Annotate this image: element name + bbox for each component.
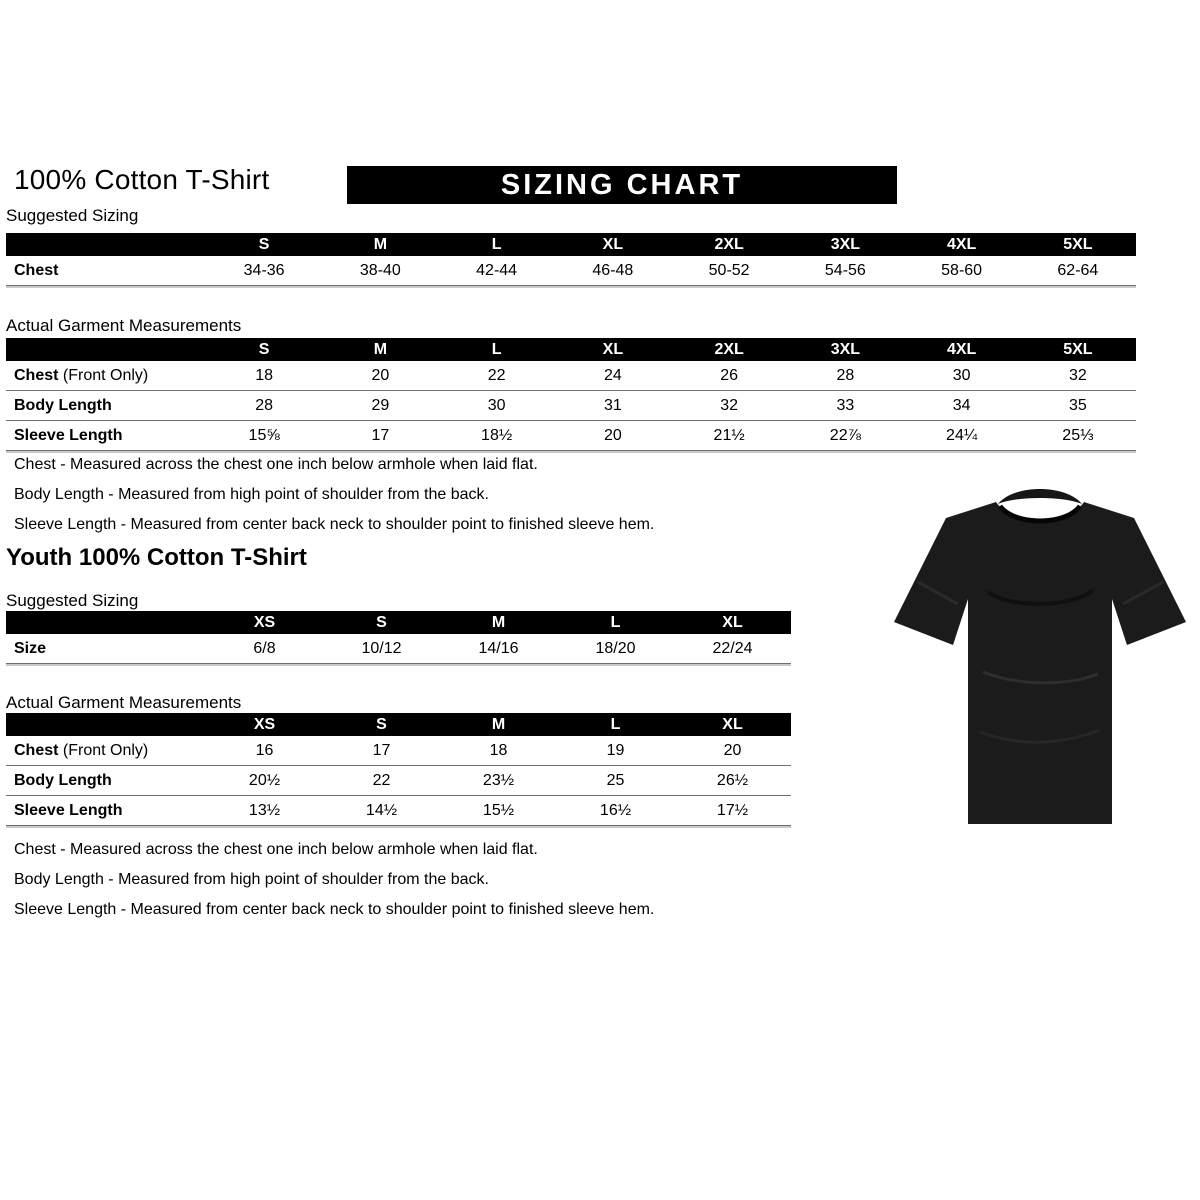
table-row bbox=[6, 796, 791, 826]
size-column-header: 5XL bbox=[1063, 340, 1093, 358]
measurement-value: 16½ bbox=[599, 801, 632, 819]
size-column-header: S bbox=[258, 340, 270, 358]
measurement-value: 38-40 bbox=[359, 261, 401, 279]
row-label: Chest bbox=[14, 261, 59, 279]
table-row bbox=[6, 766, 791, 796]
measurement-value: 22⅞ bbox=[829, 426, 861, 444]
table-header-row bbox=[6, 611, 791, 634]
size-column-header: 2XL bbox=[714, 340, 744, 358]
size-column-header: S bbox=[376, 613, 387, 631]
measurement-value: 21½ bbox=[713, 426, 745, 444]
youth-suggested-sizing-table bbox=[6, 611, 791, 664]
sizing-chart-banner: SIZING CHART bbox=[347, 166, 897, 204]
size-column-header: XL bbox=[722, 715, 743, 733]
table-row bbox=[6, 421, 1136, 451]
size-column-header: 3XL bbox=[830, 340, 861, 358]
table-header-row bbox=[6, 713, 791, 736]
measurement-note: Sleeve Length - Measured from center back neck to shoulder point to finished sleeve hem. bbox=[14, 901, 655, 918]
measurement-note: Body Length - Measured from high point of shoulder from the back. bbox=[14, 871, 489, 888]
measurement-value: 28 bbox=[836, 366, 855, 384]
row-label: Size bbox=[14, 639, 47, 657]
measurement-value: 14½ bbox=[365, 801, 398, 819]
youth-product-title: Youth 100% Cotton T-Shirt bbox=[6, 544, 307, 571]
measurement-value: 13½ bbox=[248, 801, 281, 819]
measurement-value: 6/8 bbox=[253, 639, 276, 657]
size-column-header: XL bbox=[722, 613, 743, 631]
tshirt-image bbox=[888, 472, 1193, 837]
measurement-value: 18 bbox=[489, 741, 508, 759]
measurement-value: 35 bbox=[1068, 396, 1087, 414]
measurement-note: Sleeve Length - Measured from center back neck to shoulder point to finished sleeve hem. bbox=[14, 516, 655, 533]
measurement-value: 15½ bbox=[482, 801, 515, 819]
measurement-value: 17½ bbox=[716, 801, 749, 819]
youth-actual-measurements-table bbox=[6, 713, 791, 826]
size-column-header: S bbox=[376, 715, 387, 733]
row-label: Sleeve Length bbox=[14, 801, 123, 819]
measurement-value: 28 bbox=[255, 396, 274, 414]
size-column-header: 4XL bbox=[946, 340, 977, 358]
size-column-header: 2XL bbox=[714, 235, 744, 253]
measurement-value: 16 bbox=[255, 741, 274, 759]
size-column-header: M bbox=[491, 715, 506, 733]
measurement-value: 10/12 bbox=[361, 639, 402, 657]
measurement-value: 62-64 bbox=[1057, 261, 1099, 279]
measurement-value: 20 bbox=[723, 741, 742, 759]
measurement-value: 20½ bbox=[248, 771, 281, 789]
size-column-header: L bbox=[491, 235, 502, 253]
measurement-value: 18 bbox=[255, 366, 274, 384]
measurement-note: Chest - Measured across the chest one inch below armhole when laid flat. bbox=[14, 456, 538, 473]
table-header-row bbox=[6, 233, 1136, 256]
measurement-value: 26 bbox=[720, 366, 739, 384]
table-row bbox=[6, 391, 1136, 421]
size-column-header: L bbox=[610, 715, 621, 733]
measurement-note: Body Length - Measured from high point of shoulder from the back. bbox=[14, 486, 489, 503]
adult-suggested-sizing-label: Suggested Sizing bbox=[6, 206, 139, 225]
measurement-value: 30 bbox=[952, 366, 971, 384]
size-column-header: L bbox=[491, 340, 502, 358]
measurement-value: 18/20 bbox=[595, 639, 636, 657]
size-column-header: XS bbox=[253, 613, 276, 631]
measurement-value: 33 bbox=[836, 396, 855, 414]
size-column-header: XL bbox=[602, 235, 624, 253]
measurement-value: 46-48 bbox=[592, 261, 634, 279]
measurement-value: 17 bbox=[371, 426, 390, 444]
measurement-value: 20 bbox=[603, 426, 622, 444]
size-column-header: 5XL bbox=[1063, 235, 1093, 253]
row-label: Chest (Front Only) bbox=[14, 366, 149, 384]
measurement-value: 58-60 bbox=[941, 261, 983, 279]
measurement-value: 18½ bbox=[481, 426, 513, 444]
measurement-value: 20 bbox=[371, 366, 390, 384]
measurement-value: 42-44 bbox=[476, 261, 518, 279]
measurement-value: 31 bbox=[603, 396, 622, 414]
size-column-header: S bbox=[258, 235, 270, 253]
measurement-value: 24 bbox=[603, 366, 622, 384]
measurement-value: 25⅓ bbox=[1062, 426, 1094, 444]
table-row bbox=[6, 256, 1136, 286]
size-column-header: 4XL bbox=[946, 235, 977, 253]
size-column-header: M bbox=[373, 340, 388, 358]
measurement-value: 26½ bbox=[716, 771, 749, 789]
row-label: Body Length bbox=[14, 771, 112, 789]
measurement-value: 19 bbox=[606, 741, 625, 759]
youth-actual-measurements-label: Actual Garment Measurements bbox=[6, 693, 242, 712]
size-column-header: 3XL bbox=[830, 235, 861, 253]
measurement-value: 34 bbox=[952, 396, 971, 414]
measurement-value: 17 bbox=[372, 741, 391, 759]
adult-actual-measurements-label: Actual Garment Measurements bbox=[6, 316, 242, 335]
measurement-value: 54-56 bbox=[824, 261, 866, 279]
table-header-row bbox=[6, 338, 1136, 361]
table-row bbox=[6, 361, 1136, 391]
table-row bbox=[6, 736, 791, 766]
measurement-value: 22/24 bbox=[712, 639, 753, 657]
size-column-header: M bbox=[373, 235, 388, 253]
measurement-value: 22 bbox=[487, 366, 506, 384]
size-column-header: XL bbox=[602, 340, 624, 358]
measurement-value: 22 bbox=[372, 771, 391, 789]
youth-suggested-sizing-label: Suggested Sizing bbox=[6, 591, 139, 610]
table-row bbox=[6, 634, 791, 664]
measurement-value: 30 bbox=[487, 396, 506, 414]
measurement-value: 34-36 bbox=[243, 261, 285, 279]
measurement-value: 15⅝ bbox=[248, 426, 280, 444]
measurement-value: 29 bbox=[371, 396, 390, 414]
size-column-header: L bbox=[610, 613, 621, 631]
measurement-note: Chest - Measured across the chest one inch below armhole when laid flat. bbox=[14, 841, 538, 858]
row-label: Sleeve Length bbox=[14, 426, 123, 444]
row-label: Chest (Front Only) bbox=[14, 741, 149, 759]
tshirt-graphic bbox=[888, 472, 1193, 837]
adult-suggested-sizing-table bbox=[6, 233, 1136, 286]
size-column-header: M bbox=[491, 613, 506, 631]
youth-measurement-notes bbox=[14, 840, 874, 930]
measurement-value: 32 bbox=[720, 396, 739, 414]
measurement-value: 32 bbox=[1068, 366, 1087, 384]
adult-measurement-notes bbox=[14, 455, 874, 545]
row-label: Body Length bbox=[14, 396, 112, 414]
measurement-value: 23½ bbox=[482, 771, 515, 789]
size-column-header: XS bbox=[253, 715, 276, 733]
adult-actual-measurements-table bbox=[6, 338, 1136, 451]
measurement-value: 14/16 bbox=[478, 639, 519, 657]
measurement-value: 50-52 bbox=[708, 261, 750, 279]
measurement-value: 24¼ bbox=[946, 426, 978, 444]
measurement-value: 25 bbox=[606, 771, 625, 789]
adult-product-title: 100% Cotton T-Shirt bbox=[14, 164, 270, 195]
